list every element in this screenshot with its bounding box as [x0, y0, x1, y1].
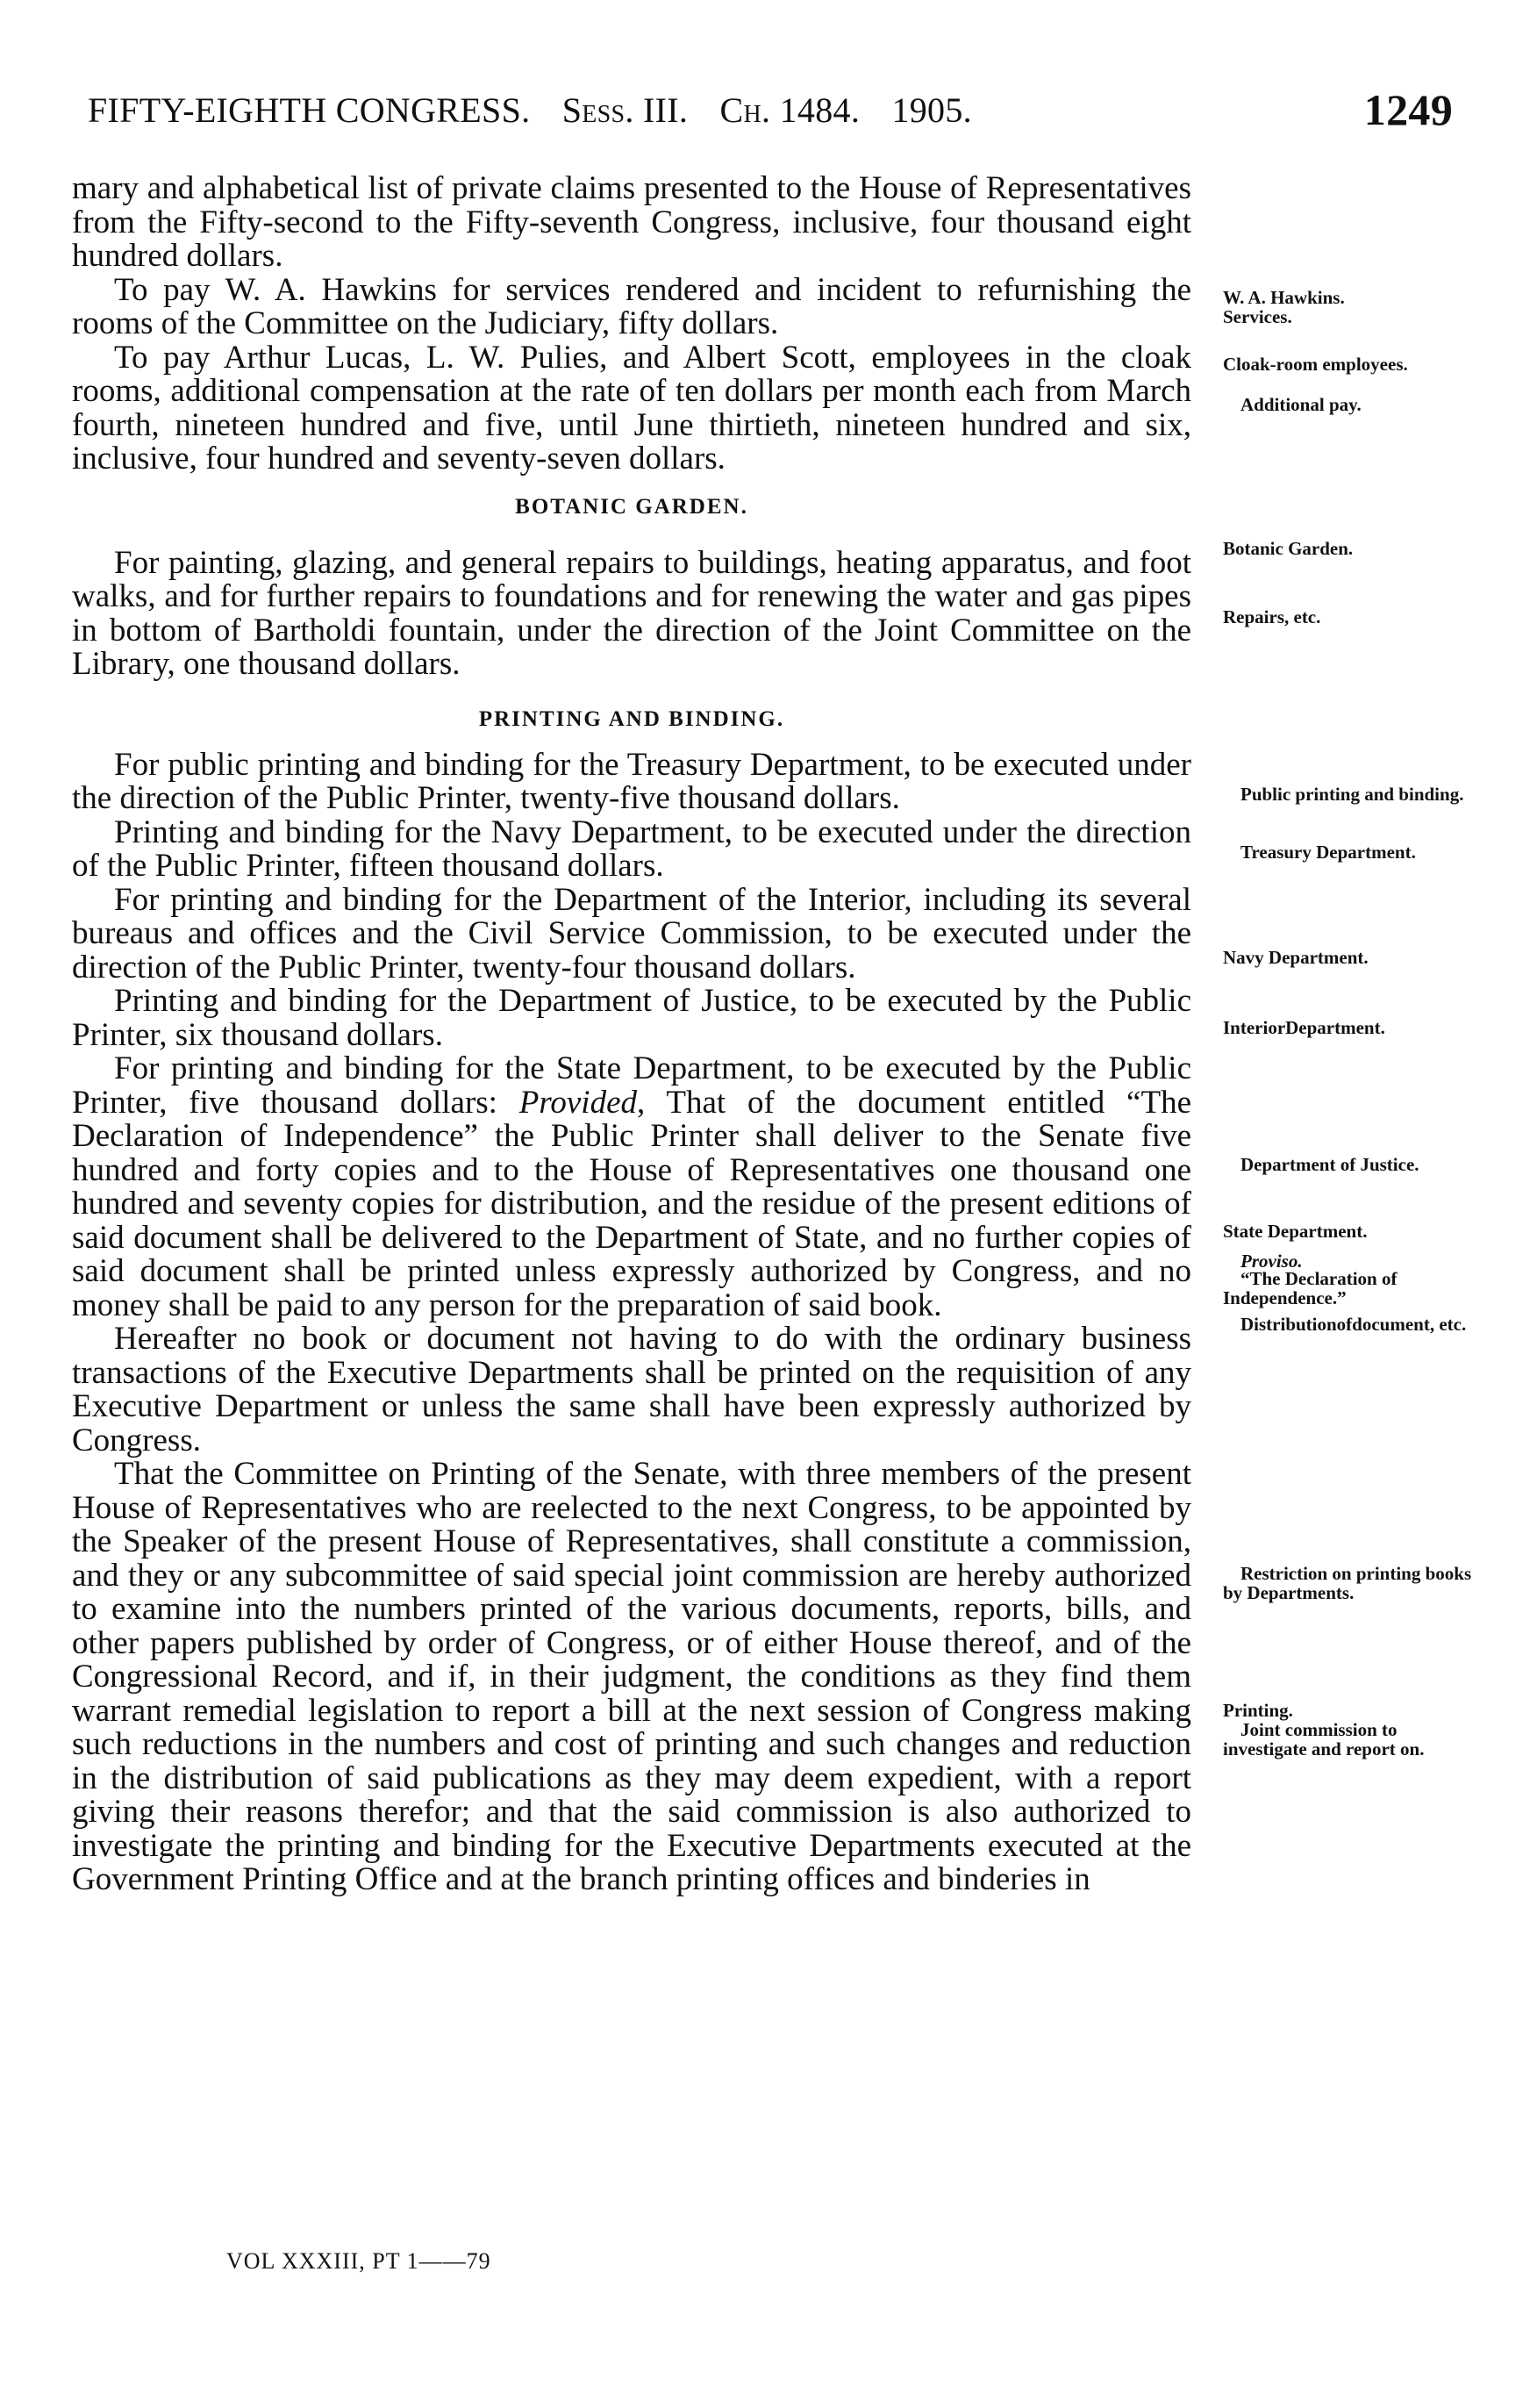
proviso-word: Provided: [518, 1084, 638, 1121]
paragraph-state-department: [72, 1052, 1191, 1322]
section-heading-botanic-garden: BOTANIC GARDEN.: [515, 494, 748, 519]
margin-note-state: State Department.: [1223, 1221, 1368, 1242]
margin-note-joint-commission: Joint commission to investigate and report on.: [1223, 1719, 1425, 1759]
running-head: [88, 90, 995, 131]
page-number: 1249: [1363, 85, 1453, 134]
margin-note-distribution: Distributionofdocument, etc.: [1240, 1314, 1467, 1335]
paragraph-botanic-repairs: For painting, glazing, and general repairs to buildings, heating apparatus, and foot walks, and for further repairs to foundations and for renewing the water and gas pipes in bottom of Bartholdi fountain, under the direction of the Joint Committee on the Library, one thousand dollars.: [72, 544, 1191, 682]
margin-note-justice: Department of Justice.: [1240, 1154, 1419, 1175]
section-heading-printing-binding: PRINTING AND BINDING.: [478, 706, 785, 731]
session-label: Sess. III.: [561, 90, 689, 130]
chapter-label: Ch. 1484.: [719, 90, 861, 130]
margin-note-declaration: “The Declaration of Independence.”: [1223, 1268, 1398, 1308]
year-label: 1905.: [891, 90, 972, 130]
signature-mark: [226, 2248, 491, 2275]
page-header: [88, 84, 1453, 146]
paragraph-treasury: For public printing and binding for the Treasury Department, to be executed under the direction of the Public Printer, twenty-five thousand dollars.: [72, 746, 1191, 816]
margin-note-restriction: Restriction on printing books by Departments.: [1223, 1563, 1472, 1603]
margin-note-public-printing: Public printing and binding.: [1240, 784, 1464, 805]
margin-note-treasury: Treasury Department.: [1240, 842, 1416, 863]
paragraph-justice: Printing and binding for the Department of Justice, to be executed by the Public Printer, six thousand dollars.: [72, 983, 1191, 1053]
running-title: FIFTY-EIGHTH CONGRESS.: [88, 90, 531, 130]
main-text: [72, 172, 1191, 1897]
margin-note-botanic-garden: Botanic Garden.: [1223, 538, 1354, 559]
paragraph-interior: For printing and binding for the Department of the Interior, including its several bureaus and offices and the Civil Service Commission, to be executed under the direction of the Public Printer, twenty-four thousand dollars.: [72, 881, 1191, 985]
state-text-a: For printing and binding for the State Department, to be executed by the Public Printer, five thousand dollars:: [72, 1050, 1191, 1121]
margin-note-services: Services.: [1223, 306, 1292, 327]
margin-note-additional-pay: Additional pay.: [1240, 394, 1362, 415]
margin-note-navy: Navy Department.: [1223, 947, 1369, 968]
margin-note-cloak-room: Cloak-room employees.: [1223, 354, 1408, 375]
paragraph-claims-list: mary and alphabetical list of private claims presented to the House of Representatives from the Fifty-second to the Fifty-seventh Congress, inclusive, four thousand eight hundred dollars.: [72, 170, 1191, 274]
margin-note-interior: InteriorDepartment.: [1223, 1017, 1385, 1038]
margin-note-printing: Printing.: [1223, 1700, 1293, 1721]
margin-note-repairs: Repairs, etc.: [1223, 606, 1321, 627]
footer-signature: VOL XXXIII, PT 1——79: [226, 2248, 491, 2274]
paragraph-hawkins: To pay W. A. Hawkins for services rendered and incident to refurnishing the rooms of the Committee on the Judiciary, fifty dollars.: [72, 271, 1191, 341]
paragraph-cloak-room: To pay Arthur Lucas, L. W. Pulies, and Albert Scott, employees in the cloak rooms, additional compensation at the rate of ten dollars per month each from March fourth, nineteen hundred and five, until June thirtieth, nineteen hundred and six, inclusive, four hundred and seventy-seven dollars.: [72, 339, 1191, 477]
margin-note-hawkins: W. A. Hawkins.: [1223, 287, 1345, 308]
state-text-b: , That of the document entitled “The Declaration of Independence” the Public Printer shall deliver to the Senate five hundred and forty copies and to the House of Representatives one thousand one hundred and seventy copies for distribution, and the residue of the present editions of said document shall be delivered to the Department of State, and no further copies of said document shall be printed unless expressly authorized by Congress, and no money shall be paid to any person for the preparation of said book.: [72, 1084, 1191, 1323]
paragraph-joint-commission: That the Committee on Printing of the Senate, with three members of the present House of Representatives who are reelected to the next Congress, to be appointed by the Speaker of the present House of Representatives, shall constitute a commission, and they or any subcommittee of said special joint commission are hereby authorized to examine into the numbers printed of the various documents, reports, bills, and other papers published by order of Congress, or of either House thereof, and of the Congressional Record, and if, in their judgment, the conditions as they find them warrant remedial legislation to report a bill at the next session of Congress making such reductions in the numbers and cost of printing and such changes and reduction in the distribution of said publications as they may deem expedient, with a report giving their reasons therefor; and that the said commission is also authorized to investigate the printing and binding for the Executive Departments executed at the Government Printing Office and at the branch printing offices and binderies in: [72, 1456, 1191, 1897]
paragraph-restriction: Hereafter no book or document not having to do with the ordinary business transactions of the Executive Departments shall be printed on the requisition of any Executive Department or unless the same shall have been expressly authorized by Congress.: [72, 1321, 1191, 1458]
margin-note-proviso: Proviso.: [1240, 1251, 1303, 1272]
paragraph-navy: Printing and binding for the Navy Department, to be executed under the direction of the Public Printer, fifteen thousand dollars.: [72, 813, 1191, 884]
